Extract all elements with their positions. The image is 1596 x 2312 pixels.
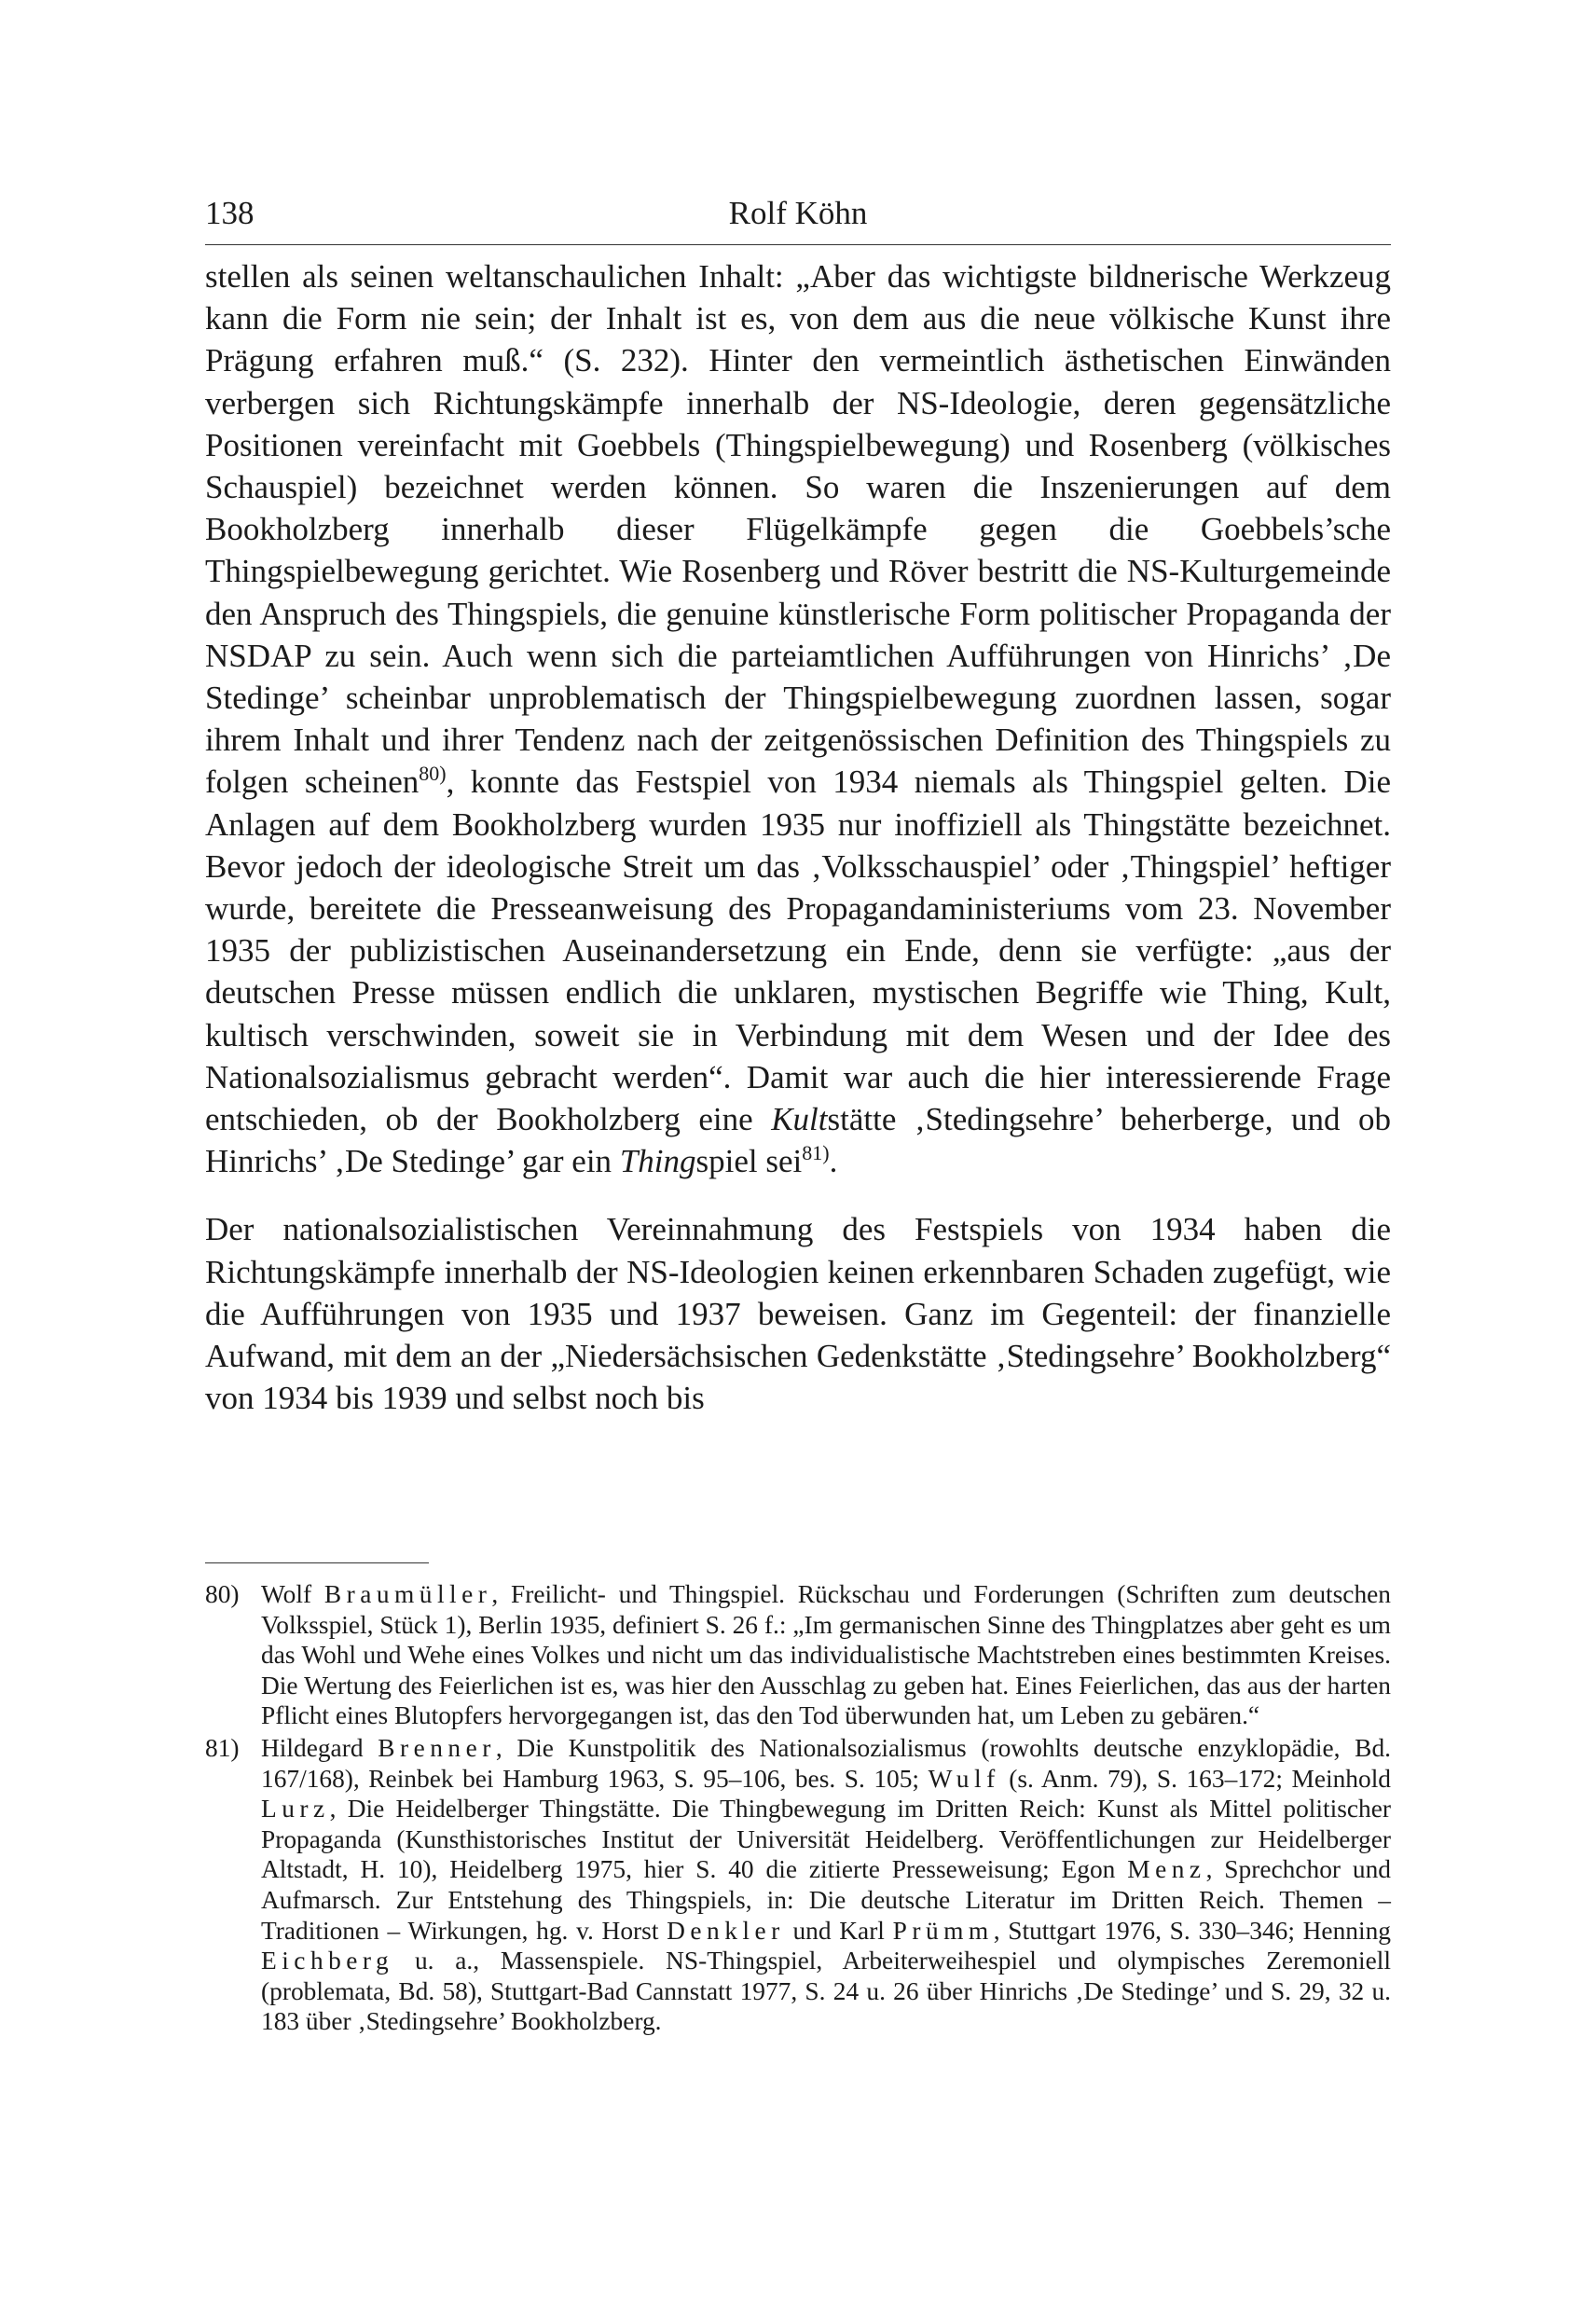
page-number: 138: [205, 195, 255, 231]
text-run: spiel sei: [695, 1143, 803, 1180]
text-run: (s. Anm. 79), S. 163–172; Meinhold: [999, 1764, 1391, 1793]
italic-text: Kult: [771, 1101, 828, 1138]
text-run: , Die Kunstpolitik des Nationalsozialismus (rowohlts deutsche enzyklopädie, Bd. 167/168), Reinbek bei Hamburg 1963, S. 95–106, bes. S. 105;: [261, 1733, 1391, 1793]
footnote-ref-81[interactable]: 81): [802, 1141, 830, 1165]
text-run: stätte ‚Stedingsehre’ beherberge, und ob Hinrichs’ ‚De Stedinge’ gar ein: [205, 1101, 1392, 1180]
footnote-80: [205, 1579, 1391, 1731]
author-name: Brenner: [378, 1733, 496, 1762]
text-run: , Stuttgart 1976, S. 330–346; Henning: [993, 1916, 1391, 1945]
footnote-rule: [205, 1562, 429, 1563]
text-run: , Die Heidelberger Thingstätte. Die Thingbewegung im Dritten Reich: Kunst als Mittel politischer Propaganda (Kunsthistorisches Institut der Universität Heidelberg. Veröffentlichungen zur Heidelberger Altstadt, H. 10), Heidelberg 1975, hier S. 40 die zitierte Presseweisung; Egon: [261, 1795, 1391, 1884]
author-name: Braumüller: [323, 1580, 492, 1608]
text-run: .: [829, 1143, 838, 1180]
italic-text: Thing: [619, 1143, 696, 1180]
author-name: Wulf: [928, 1764, 1000, 1793]
text-run: stellen als seinen weltanschaulichen Inhalt: „Aber das wichtigste bildnerische Werkzeug kann die Form nie sein; der Inhalt ist es, von dem aus die neue völkische Kunst ihre Prägung erfahren muß.“ (S. 232). Hinter den vermeintlich ästhetischen Einwänden verbergen sich Richtungskämpfe innerhalb der NS-Ideologie, deren gegensätzliche Positionen vereinfacht mit Goebbels (Thingspielbewegung) und Rosenberg (völkisches Schauspiel) bezeichnet werden können. So waren die Inszenierungen auf dem Bookholzberg innerhalb dieser Flügelkämpfe gegen die Goebbels’sche Thingspielbewegung gerichtet. Wie Rosenberg und Röver bestritt die NS-Kulturgemeinde den Anspruch des Thingspiels, die genuine künstlerische Form politischer Propaganda der NSDAP zu sein. Auch wenn sich die parteiamtlichen Aufführungen von Hinrichs’ ‚De Stedinge’ scheinbar unproblematisch der Thingspielbewegung zuordnen lassen, sogar ihrem Inhalt und ihrer Tendenz nach der zeitgenössischen Definition des Thingspiels zu folgen scheinen: [205, 258, 1391, 801]
footnotes: [205, 1579, 1391, 2037]
text-run: Hildegard: [261, 1733, 378, 1762]
running-head: Rolf Köhn: [728, 195, 868, 231]
text-run: , konnte das Festspiel von 1934 niemals als Thingspiel gelten. Die Anlagen auf dem Bookholzberg wurden 1935 nur inoffiziell als Thingstätte bezeichnet. Bevor jedoch der ideologische Streit um das ‚Volksschauspiel’ oder ‚Thingspiel’ heftiger wurde, bereitete die Presseanweisung des Propagandaministeriums vom 23. November 1935 der publizistischen Auseinandersetzung ein Ende, denn sie verfügte: „aus der deutschen Presse müssen endlich die unklaren, mystischen Begriffe wie Thing, Kult, kultisch verschwinden, soweit sie in Verbindung mit dem Wesen und der Idee des Nationalsozialismus gebracht werden“. Damit war auch die hier interessierende Frage entschieden, ob der Bookholzberg eine: [205, 764, 1391, 1138]
text-run: Wolf: [261, 1580, 324, 1608]
page-header: [205, 190, 1391, 237]
text-run: und Karl: [784, 1916, 893, 1945]
paragraph-2: Der nationalsozialistischen Vereinnahmung des Festspiels von 1934 haben die Richtungskämpfe innerhalb der NS-Ideologien keinen erkennbaren Schaden zugefügt, wie die Aufführungen von 1935 und 1937 beweisen. Ganz im Gegenteil: der finanzielle Aufwand, mit dem an der „Niedersächsischen Gedenkstätte ‚Stedingsehre’ Bookholzberg“ von 1934 bis 1939 und selbst noch bis: [205, 1211, 1391, 1417]
author-name: Lurz: [261, 1795, 330, 1823]
author-name: Denkler: [667, 1916, 785, 1945]
footnote-81: [205, 1733, 1391, 2037]
header-rule: [205, 244, 1391, 245]
text-run: , Sprechchor und Aufmarsch. Zur Entstehung des Thingspiels, in: Die deutsche Literatur im Dritten Reich. Themen – Traditionen – Wirkungen, hg. v. Horst: [261, 1855, 1391, 1945]
footnote-ref-80[interactable]: 80): [419, 762, 447, 786]
author-name: Menz: [1127, 1855, 1206, 1884]
footnote-label: 80): [205, 1580, 240, 1608]
paragraph-1: [205, 255, 1391, 1182]
text-run: u. a., Massenspiele. NS-Thingspiel, Arbeiterweihespiel und olympisches Zeremoniell (problemata, Bd. 58), Stuttgart-Bad Cannstatt 1977, S. 24 u. 26 über Hinrichs ‚De Stedinge’ und S. 29, 32 u. 183 über ‚Stedingsehre’ Bookholzberg.: [261, 1947, 1391, 2036]
author-name: Eichberg: [261, 1947, 394, 1975]
body-text: [205, 255, 1391, 1419]
author-name: Prümm: [892, 1916, 994, 1945]
text-run: , Freilicht- und Thingspiel. Rückschau und Forderungen (Schriften zum deutschen Volksspiel, Stück 1), Berlin 1935, definiert S. 26 f.: „Im germanischen Sinne des Thingplatzes aber geht es um das Wohl und Wehe eines Volkes und nicht um das individualistische Machtstreben eines bestimmten Kreises. Die Wertung des Feierlichen ist es, was hier den Ausschlag zu geben hat. Eines Feierlichen, das aus der harten Pflicht eines Blutopfers hervorgegangen ist, das den Tod überwunden hat, um Leben zu gebären.“: [261, 1580, 1391, 1730]
footnote-label: 81): [205, 1733, 240, 1762]
